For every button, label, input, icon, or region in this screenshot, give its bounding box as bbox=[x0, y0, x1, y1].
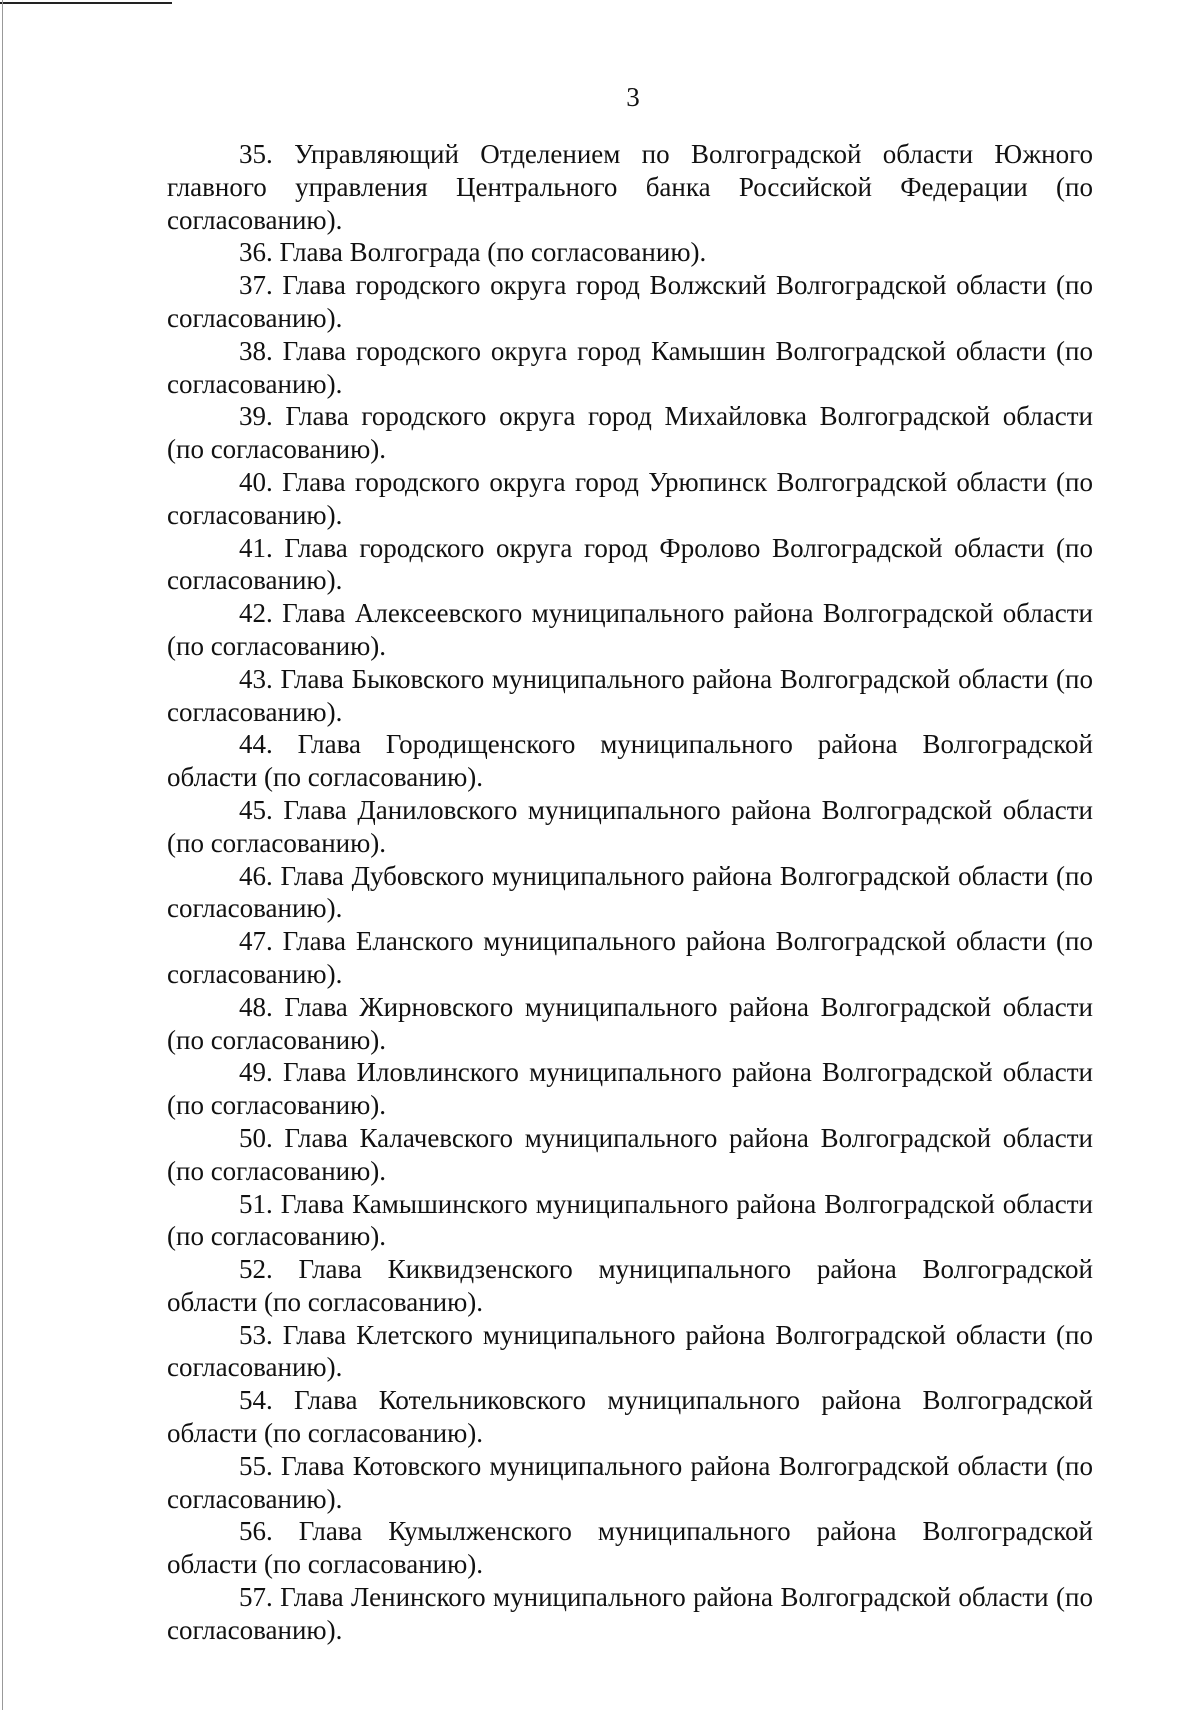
list-item: 43. Глава Быковского муниципального района Волгоградской области (по согласованию). bbox=[167, 663, 1093, 727]
list-item: 47. Глава Еланского муниципального района Волгоградской области (по согласованию). bbox=[167, 926, 1093, 989]
list-item: 53. Глава Клетского муниципального района Волгоградской области (по согласованию). bbox=[167, 1319, 1093, 1383]
list-item: 57. Глава Ленинского муниципального района Волгоградской области (по согласованию). bbox=[167, 1582, 1093, 1645]
list-item: 56. Глава Кумылженского муниципального района Волгоградской области (по согласованию). bbox=[167, 1516, 1093, 1580]
scan-edge-top bbox=[0, 2, 172, 4]
list-item: 52. Глава Киквидзенского муниципального района Волгоградской области (по согласованию). bbox=[167, 1254, 1093, 1317]
list-item: 38. Глава городского округа город Камышин Волгоградской области (по согласованию). bbox=[167, 335, 1093, 399]
list-item: 46. Глава Дубовского муниципального района Волгоградской области (по согласованию). bbox=[167, 860, 1093, 924]
list-item: 45. Глава Даниловского муниципального района Волгоградской области (по согласованию). bbox=[167, 794, 1093, 858]
list-item: 44. Глава Городищенского муниципального района Волгоградской области (по согласованию). bbox=[167, 729, 1093, 793]
list-item: 54. Глава Котельниковского муниципального района Волгоградской области (по согласованию). bbox=[167, 1385, 1093, 1449]
list-item: 48. Глава Жирновского муниципального района Волгоградской области (по согласованию). bbox=[167, 991, 1093, 1055]
list-item: 36. Глава Волгограда (по согласованию). bbox=[239, 237, 707, 268]
list-item: 51. Глава Камышинского муниципального района Волгоградской области (по согласованию). bbox=[167, 1188, 1093, 1252]
list-item: 49. Глава Иловлинского муниципального района Волгоградской области (по согласованию). bbox=[167, 1057, 1093, 1121]
list-item: 50. Глава Калачевского муниципального района Волгоградской области (по согласованию). bbox=[167, 1122, 1093, 1186]
list-item: 37. Глава городского округа город Волжский Волгоградской области (по согласованию). bbox=[167, 270, 1093, 333]
list-item: 35. Управляющий Отделением по Волгоградской области Южного главного управления Центрального банка Российской Федерации (по согласованию). bbox=[167, 139, 1093, 235]
document-body bbox=[167, 138, 1093, 1647]
page-number: 3 bbox=[626, 82, 640, 112]
list-item: 55. Глава Котовского муниципального района Волгоградской области (по согласованию). bbox=[167, 1450, 1093, 1514]
list-item: 40. Глава городского округа город Урюпинск Волгоградской области (по согласованию). bbox=[167, 466, 1093, 530]
list-item: 41. Глава городского округа город Фролово Волгоградской области (по согласованию). bbox=[167, 532, 1093, 596]
list-item: 39. Глава городского округа город Михайловка Волгоградской области (по согласованию). bbox=[167, 401, 1093, 465]
list-item: 42. Глава Алексеевского муниципального района Волгоградской области (по согласованию). bbox=[167, 598, 1093, 661]
scan-edge-left bbox=[2, 0, 3, 1710]
